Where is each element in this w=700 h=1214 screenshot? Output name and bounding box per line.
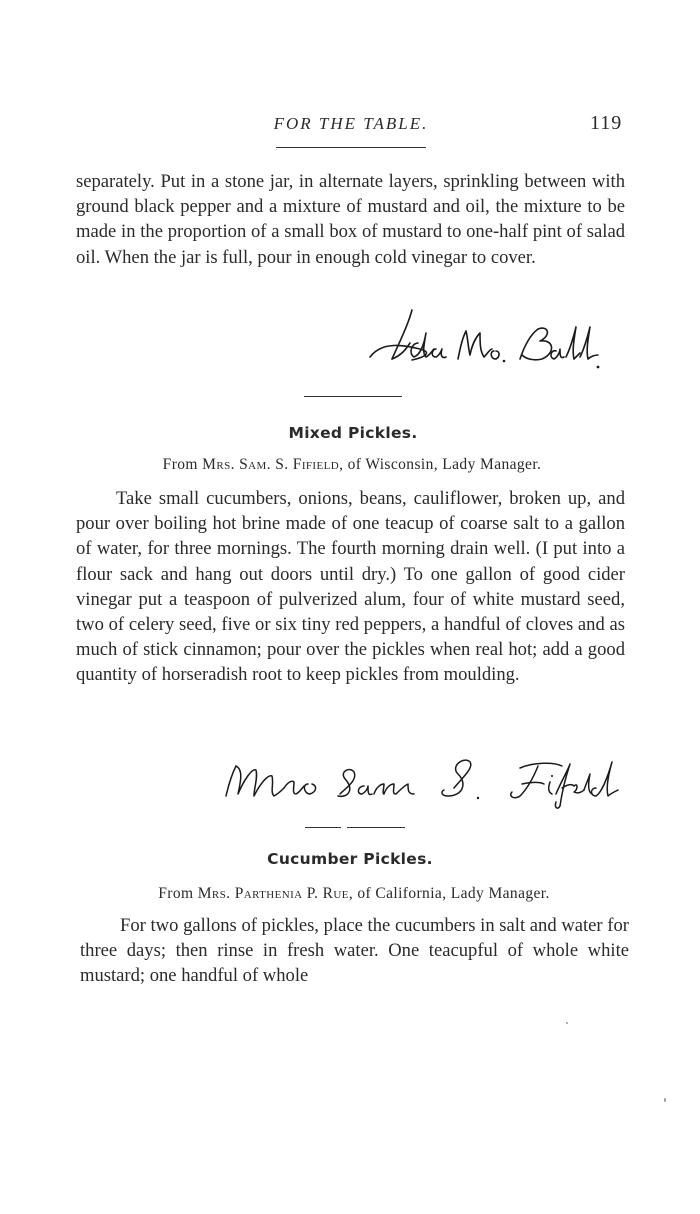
continued-paragraph: separately. Put in a stone jar, in alternate layers, sprinkling between with ground black pepper and a mixture of mustard and oil, the mixture to be made in the proportion of a small box of mustard to one-half pint of salad oil. When the jar is full, pour in enough cold vinegar to cover. (76, 171, 625, 268)
page-speck (566, 1022, 568, 1024)
page-number: 119 (590, 112, 623, 134)
signature-sam-fifield (222, 748, 622, 810)
attribution-rest: , of California, Lady Manager. (348, 885, 550, 902)
signature-ida-ball (362, 305, 602, 377)
cucumber-pickles-body: For two gallons of pickles, place the cucumbers in salt and water for three days; then rinse in fresh water. One teacupful of whole white mustard; one handful of whole (80, 915, 629, 987)
attribution-rest: , of Wisconsin, Lady Manager. (339, 456, 542, 473)
mixed-pickles-attribution (2, 456, 700, 474)
attribution-name: Mrs. Sam. S. Fifield (202, 456, 340, 473)
section-divider (305, 827, 405, 829)
cucumber-pickles-title: Cucumber Pickles. (267, 850, 433, 868)
attribution-name: Mrs. Parthenia P. Rue (197, 885, 349, 902)
section-divider (304, 396, 402, 397)
header-rule (276, 147, 426, 148)
attribution-from: From (158, 885, 194, 902)
page-speck (664, 1098, 666, 1102)
attribution-from: From (162, 456, 198, 473)
cucumber-pickles-attribution (4, 885, 700, 903)
mixed-pickles-title: Mixed Pickles. (288, 424, 418, 442)
mixed-pickles-body: Take small cucumbers, onions, beans, cauliflower, broken up, and pour over boiling hot brine made of one teacup of coarse salt to a gallon of water, for three mornings. The fourth morning drain well. (I put into a flour sack and hang out doors until dry.) To one gallon of good cider vinegar put a teaspoon of pulverized alum, four of white mustard seed, two of celery seed, five or six tiny red peppers, a handful of cloves and as much of stick cinnamon; pour over the pickles when real hot; add a good quantity of horseradish root to keep pickles from moulding. (76, 488, 625, 686)
running-title: FOR THE TABLE. (273, 114, 429, 133)
running-header (0, 112, 700, 142)
